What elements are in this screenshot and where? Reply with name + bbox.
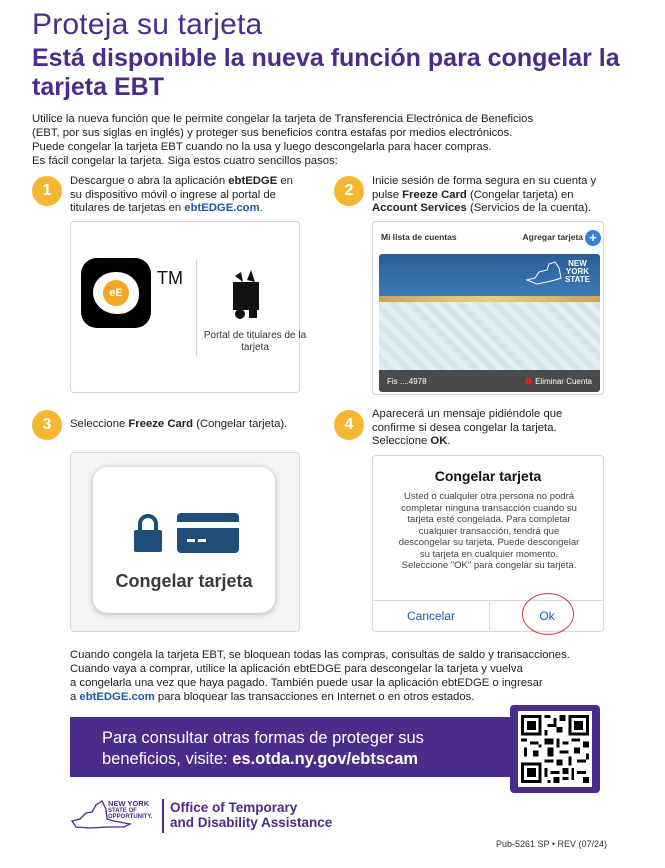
panel-freeze-button xyxy=(70,452,300,632)
agency-line: Office of Temporary xyxy=(170,800,298,815)
info-line: a congelarla una vez que haya pagado. También puede usar la aplicación ebtEDGE o ingresar xyxy=(70,677,543,689)
card-number: Fis ....4978 xyxy=(387,377,427,386)
banner-message: Para consultar otras formas de proteger sus beneficios, visite: xyxy=(102,729,424,768)
step-3-pre: Seleccione xyxy=(70,418,129,430)
nys-line: OPPORTUNITY. xyxy=(108,814,153,820)
freeze-info-text xyxy=(70,648,630,704)
ebtedge-app-icon[interactable] xyxy=(81,258,151,328)
qr-code-frame xyxy=(510,705,600,793)
remove-account-button[interactable] xyxy=(525,377,592,386)
agency-line: and Disability Assistance xyxy=(170,815,333,830)
remove-dot-icon xyxy=(525,378,532,385)
accounts-label: Mi lista de cuentas xyxy=(381,232,457,242)
card-state-logo xyxy=(565,260,590,284)
credit-card-icon xyxy=(177,513,239,553)
nys-logo-text xyxy=(108,800,152,820)
step-2-post: (Servicios de la cuenta). xyxy=(466,202,592,214)
trademark-label: TM xyxy=(157,268,183,288)
banner-url-link[interactable]: es.otda.ny.gov/ebtscam xyxy=(232,750,419,768)
ok-button[interactable]: Ok xyxy=(539,609,555,623)
card-logo-line: NEW xyxy=(568,259,587,268)
cancel-button[interactable]: Cancelar xyxy=(406,609,456,623)
step-2-account-services: Account Services xyxy=(372,202,467,214)
step-1-pre: Descargue o abra la aplicación xyxy=(70,175,229,187)
card-icon-stripe xyxy=(177,522,239,528)
ok-highlight-circle xyxy=(522,593,574,635)
dialog-title: Congelar tarjeta xyxy=(434,468,542,484)
step-1-badge: 1 xyxy=(32,176,62,206)
nys-line: STATE OF xyxy=(108,808,137,814)
add-card-icon[interactable]: + xyxy=(585,230,601,246)
grocery-bag-icon xyxy=(229,270,263,320)
step-3-text xyxy=(70,418,310,432)
info-line-post: para bloquear las transacciones en Internet o en otros estados. xyxy=(154,691,475,703)
portal-label: Portal de titulares de la tarjeta xyxy=(203,330,307,353)
lock-icon xyxy=(133,513,163,553)
step-4-badge: 4 xyxy=(334,410,364,440)
page-title: Proteja su tarjeta xyxy=(32,8,263,41)
step-1-post: . xyxy=(259,202,263,214)
divider xyxy=(196,260,197,356)
card-icon-dash xyxy=(198,539,206,542)
qr-code-icon[interactable] xyxy=(518,711,592,787)
publication-number: Pub-5261 SP • REV (07/24) xyxy=(496,839,608,849)
ebtedge-link[interactable]: ebtEDGE.com xyxy=(79,691,155,703)
ebt-card[interactable] xyxy=(379,254,600,392)
card-logo-line: YORK xyxy=(565,267,590,276)
intro-line: Es fácil congelar la tarjeta. Siga estos cuatro sencillos pasos: xyxy=(32,155,338,167)
app-icon-label: eE xyxy=(103,280,129,306)
intro-line: Utilice la nueva función que le permite congelar la tarjeta de Transferencia Electrónica de Beneficios xyxy=(32,113,534,125)
card-top xyxy=(379,254,600,296)
page-subtitle: Está disponible la nueva función para congelar la tarjeta EBT xyxy=(32,44,620,101)
egg-icon xyxy=(93,272,139,314)
remove-account-label: Eliminar Cuenta xyxy=(535,377,592,386)
step-2-badge: 2 xyxy=(334,176,364,206)
info-line-pre: a xyxy=(70,691,80,703)
panel-account-list xyxy=(372,221,604,395)
info-line: Cuando vaya a comprar, utilice la aplicación ebtEDGE para descongelar la tarjeta y vuelva xyxy=(70,663,523,675)
step-1-text xyxy=(70,175,302,216)
intro-line: (EBT, por sus siglas en inglés) y proteger sus beneficios contra estafas por medios electrónicos. xyxy=(32,127,513,139)
account-list-header xyxy=(381,232,597,248)
step-3-post: (Congelar tarjeta). xyxy=(193,418,288,430)
step-1-link[interactable]: ebtEDGE.com xyxy=(184,202,260,214)
ny-state-outline-icon xyxy=(525,260,565,286)
step-2-freeze-card: Freeze Card xyxy=(402,188,467,201)
step-2-mid: (Congelar tarjeta) en xyxy=(466,188,574,201)
freeze-card-button[interactable] xyxy=(93,467,275,613)
step-1-mid: en su dispositivo móvil o ingrese al portal de titulares de tarjetas en xyxy=(70,175,293,214)
info-line: Cuando congela la tarjeta EBT, se bloquean todas las compras, consultas de saldo y transacciones. xyxy=(70,649,570,661)
step-4-post: . xyxy=(447,435,451,447)
step-4-pre: Aparecerá un mensaje pidiéndole que confirme si desea congelar la tarjeta. Seleccione xyxy=(372,408,563,447)
step-1-app-name: ebtEDGE xyxy=(228,175,278,187)
agency-name xyxy=(170,800,332,830)
banner-text xyxy=(102,728,502,770)
step-2-pre: Inicie sesión de forma segura en su cuenta y pulse xyxy=(372,175,597,201)
step-4-text xyxy=(372,408,602,449)
step-4-ok: OK xyxy=(430,435,448,447)
intro-text xyxy=(32,112,632,168)
intro-line: Puede congelar la tarjeta EBT cuando no la usa y luego descongelarla para hacer compras. xyxy=(32,141,492,153)
card-icon-dash xyxy=(187,539,195,542)
card-footer-bar xyxy=(379,370,600,392)
freeze-confirm-dialog xyxy=(372,455,604,632)
nys-line: NEW YORK xyxy=(108,799,150,808)
step-3-badge: 3 xyxy=(32,410,62,440)
panel-app-portal xyxy=(70,221,307,393)
freeze-card-label: Congelar tarjeta xyxy=(115,571,253,591)
dialog-message: Usted o cualquier otra persona no podrá completar ninguna transacción cuando su tarjeta esté congelada. Para completar cualquier transacción, tendrá que descongelar su tarjeta. Puede descongelar su tarjeta en cualquier momento. Seleccione "OK" para congelar su tarjeta. xyxy=(398,491,580,571)
card-body xyxy=(379,302,600,370)
step-3-freeze-card: Freeze Card xyxy=(128,418,194,430)
card-logo-line: STATE xyxy=(564,275,590,284)
logo-divider xyxy=(162,799,164,833)
add-card-label[interactable]: Agregar tarjeta xyxy=(522,232,583,242)
info-line xyxy=(70,690,630,704)
step-2-text xyxy=(372,175,612,216)
